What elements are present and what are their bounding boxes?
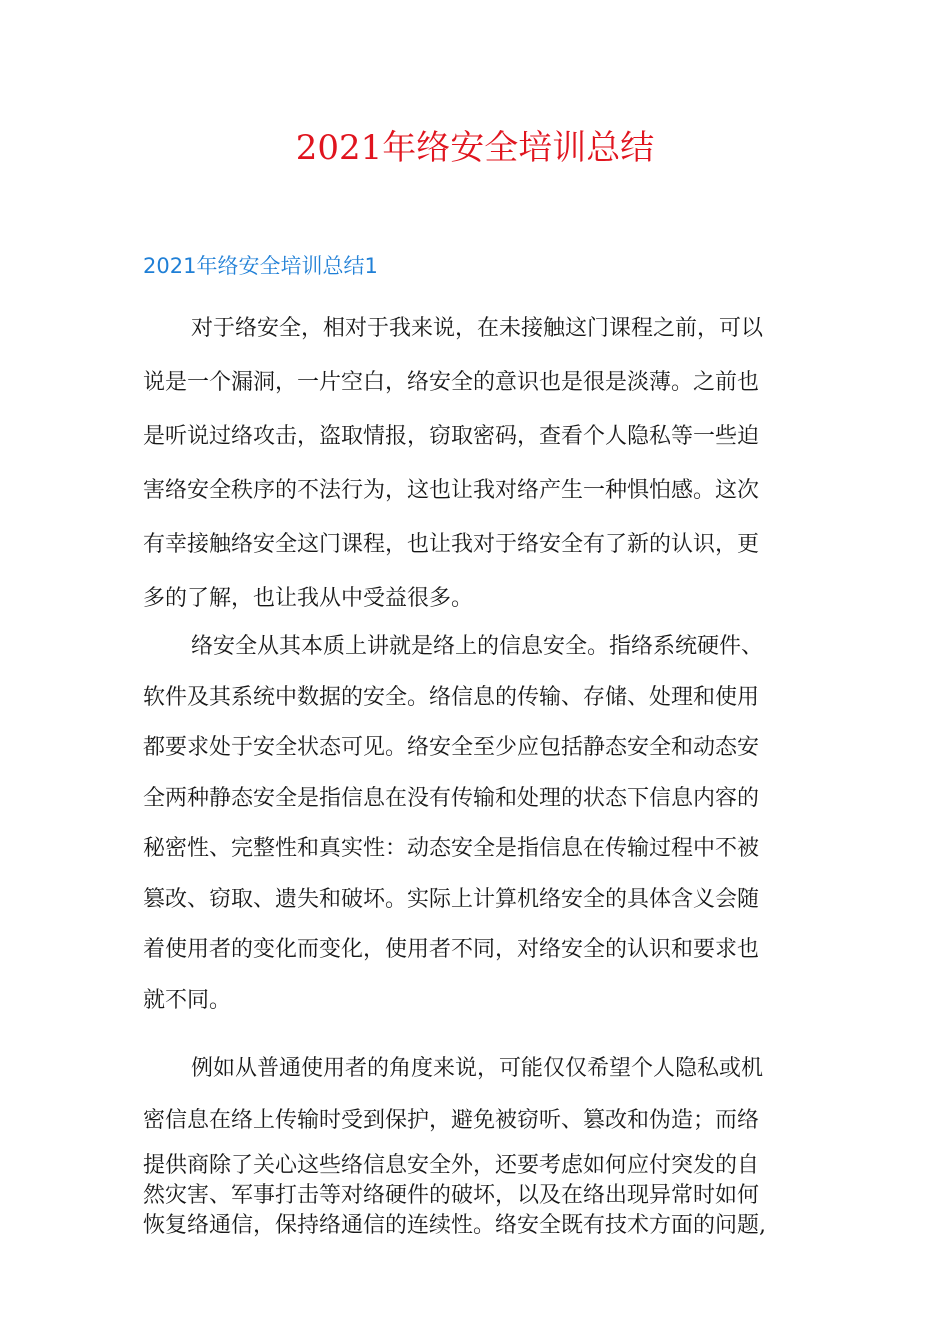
paragraph-line: 篡改、窃取、遗失和破坏。实际上计算机络安全的具体含义会随 [143,886,760,912]
paragraph-line: 恢复络通信，保持络通信的连续性。络安全既有技术方面的问题, [143,1213,766,1238]
paragraph-line: 提供商除了关心这些络信息安全外，还要考虑如何应付突发的自 [143,1153,760,1178]
paragraph-line: 害络安全秩序的不法行为，这也让我对络产生一种惧怕感。这次 [143,478,760,503]
paragraph-line: 着使用者的变化而变化，使用者不同，对络安全的认识和要求也 [143,937,760,962]
paragraph-3 [143,1047,811,1241]
paragraph-line: 就不同。 [143,987,232,1013]
paragraph-1 [143,307,811,631]
document-title: 2021年络安全培训总结 [295,128,655,168]
section-heading: 2021年络安全培训总结1 [143,254,378,278]
paragraph-line: 有幸接触络安全这门课程，也让我对于络安全有了新的认识，更 [143,532,760,557]
paragraph-line: 全两种静态安全是指信息在没有传输和处理的状态下信息内容的 [143,785,760,811]
paragraph-line: 说是一个漏洞，一片空白，络安全的意识也是很是淡薄。之前也 [143,370,760,395]
paragraph-line: 是听说过络攻击，盗取情报，窃取密码，查看个人隐私等一些迫 [143,424,760,449]
paragraph-line: 软件及其系统中数据的安全。络信息的传输、存储、处理和使用 [143,684,760,710]
paragraph-line: 密信息在络上传输时受到保护，避免被窃听、篡改和伪造；而络 [143,1108,760,1133]
paragraph-line: 对于络安全，相对于我来说，在未接触这门课程之前，可以 [191,316,764,341]
paragraph-line: 例如从普通使用者的角度来说，可能仅仅希望个人隐私或机 [191,1056,764,1081]
paragraph-2 [143,625,811,1029]
paragraph-line: 然灾害、军事打击等对络硬件的破坏，以及在络出现异常时如何 [143,1183,760,1208]
paragraph-line: 络安全从其本质上讲就是络上的信息安全。指络系统硬件、 [191,634,764,659]
paragraph-line: 多的了解，也让我从中受益很多。 [143,586,474,611]
paragraph-line: 都要求处于安全状态可见。络安全至少应包括静态安全和动态安 [143,735,760,760]
paragraph-line: 秘密性、完整性和真实性：动态安全是指信息在传输过程中不被 [143,836,760,861]
